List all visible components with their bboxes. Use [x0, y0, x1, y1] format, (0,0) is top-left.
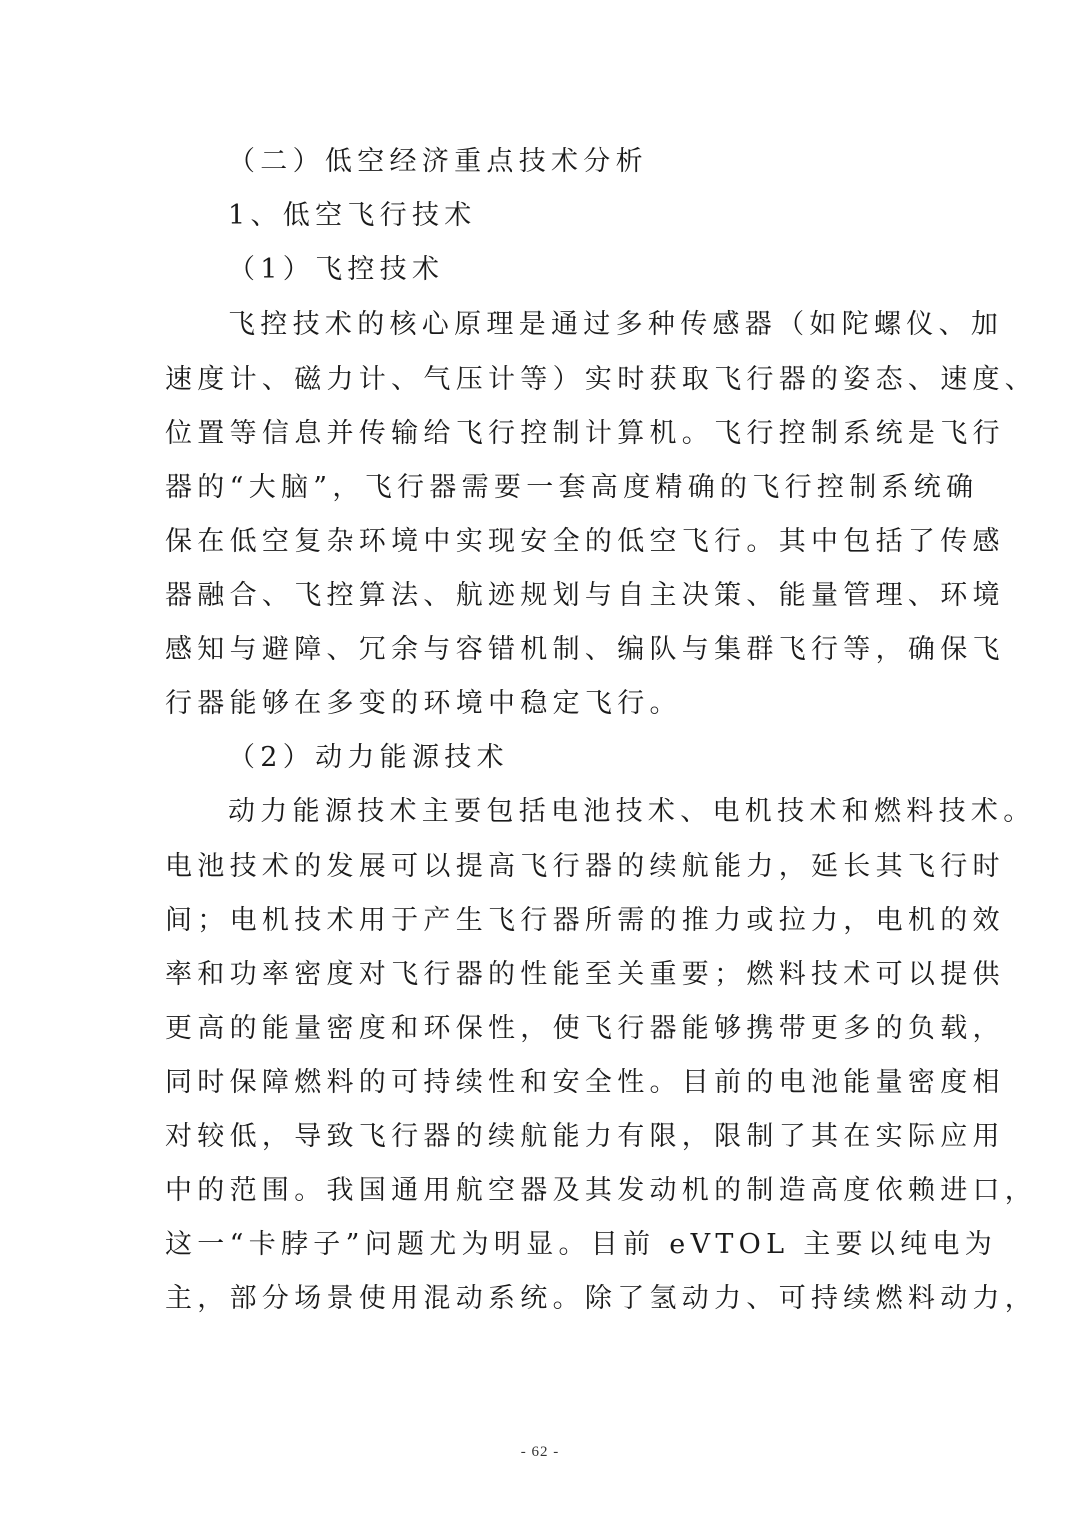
paragraph-line: 器的“大脑”，飞行器需要一套高度精确的飞行控制系统确 [165, 472, 979, 503]
paragraph-line: 中的范围。我国通用航空器及其发动机的制造高度依赖进口， [165, 1175, 1038, 1206]
paragraph-line: 率和功率密度对飞行器的性能至关重要；燃料技术可以提供 [165, 959, 1005, 990]
paragraph-line: 间；电机技术用于产生飞行器所需的推力或拉力，电机的效 [165, 905, 1005, 936]
paragraph-line: 保在低空复杂环境中实现安全的低空飞行。其中包括了传感 [165, 526, 1005, 557]
section-heading: （二）低空经济重点技术分析 [228, 146, 648, 177]
paragraph-line: 主，部分场景使用混动系统。除了氢动力、可持续燃料动力， [165, 1283, 1038, 1314]
paragraph-line: 这一“卡脖子”问题尤为明显。目前 eVTOL 主要以纯电为 [165, 1229, 998, 1260]
paragraph-line: 同时保障燃料的可持续性和安全性。目前的电池能量密度相 [165, 1067, 1005, 1098]
paragraph-line: 感知与避障、冗余与容错机制、编队与集群飞行等，确保飞 [165, 634, 1005, 665]
paragraph-line: 行器能够在多变的环境中稳定飞行。 [165, 688, 682, 719]
paragraph-line: 电池技术的发展可以提高飞行器的续航能力，延长其飞行时 [165, 851, 1005, 882]
paragraph-line: 飞控技术的核心原理是通过多种传感器（如陀螺仪、加 [228, 309, 1004, 340]
item-2-title: （2）动力能源技术 [228, 742, 509, 773]
subsection-title: 1、低空飞行技术 [228, 200, 477, 231]
item-1-title: （1）飞控技术 [228, 254, 445, 285]
page-number: - 62 - [520, 1444, 560, 1460]
paragraph-line: 器融合、飞控算法、航迹规划与自主决策、能量管理、环境 [165, 580, 1005, 611]
paragraph-line: 速度计、磁力计、气压计等）实时获取飞行器的姿态、速度、 [165, 364, 1038, 395]
paragraph-line: 更高的能量密度和环保性，使飞行器能够携带更多的负载， [165, 1013, 1005, 1044]
paragraph-line: 位置等信息并传输给飞行控制计算机。飞行控制系统是飞行 [165, 418, 1005, 449]
paragraph-line: 动力能源技术主要包括电池技术、电机技术和燃料技术。 [228, 796, 1036, 827]
paragraph-line: 对较低，导致飞行器的续航能力有限，限制了其在实际应用 [165, 1121, 1005, 1152]
